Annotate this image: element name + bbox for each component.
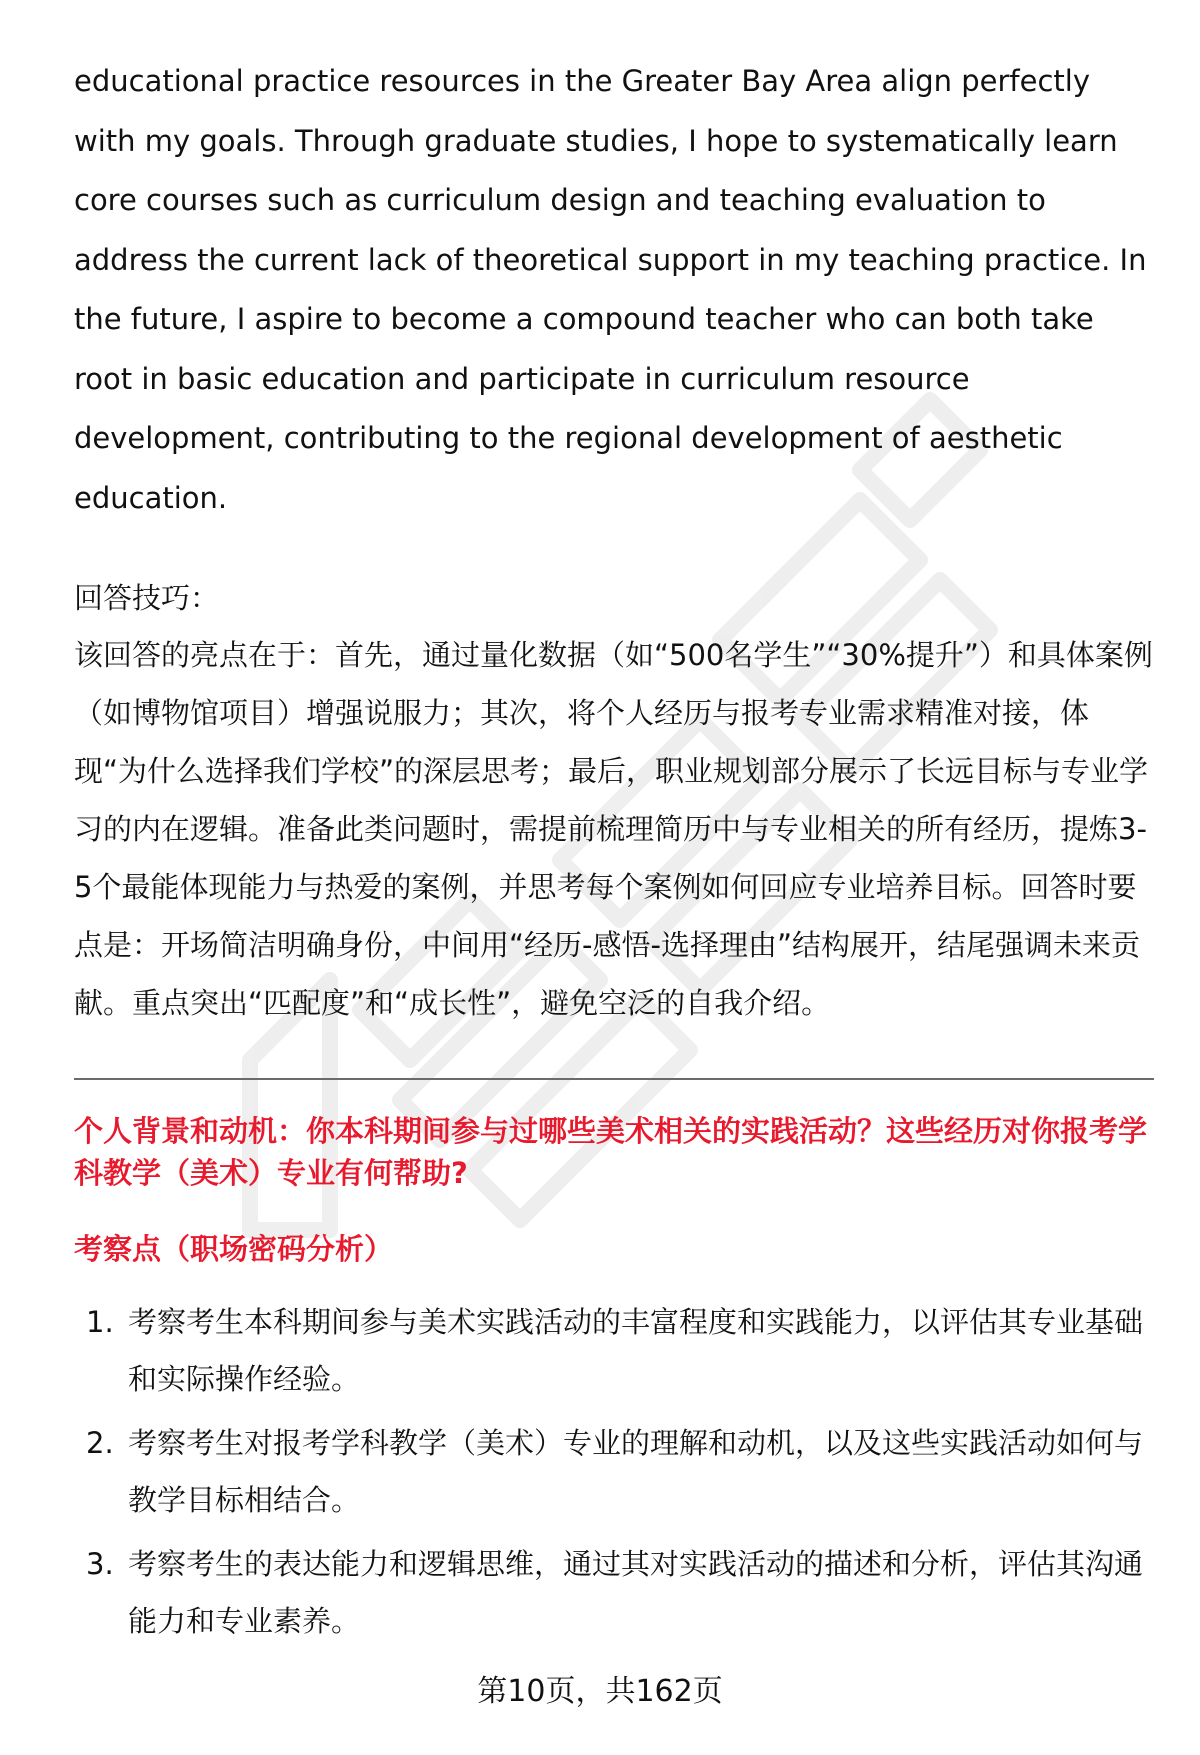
tips-label: 回答技巧： [74, 581, 220, 615]
section-divider [74, 1078, 1154, 1080]
list-item-text: 考察考生本科期间参与美术实践活动的丰富程度和实践能力，以评估其专业基础和实际操作经验。 [128, 1305, 1144, 1396]
list-item-text: 考察考生对报考学科教学（美术）专业的理解和动机，以及这些实践活动如何与教学目标相结合。 [128, 1426, 1144, 1517]
document-page [74, 52, 1154, 1657]
list-item-number: 2. [86, 1426, 114, 1460]
list-item-text: 考察考生的表达能力和逻辑思维，通过其对实践活动的描述和分析，评估其沟通能力和专业素养。 [128, 1547, 1144, 1638]
list-item-number: 3. [86, 1547, 114, 1581]
list-item [74, 1536, 1154, 1650]
list-item [74, 1415, 1154, 1529]
page-number-footer: 第10页，共162页 [477, 1674, 723, 1709]
intro-paragraph: educational practice resources in the Greater Bay Area align perfectly with my goals. Through graduate studies, I hope to systematically learn core courses such as curriculum design and teaching evaluation to address the current lack of theoretical support in my teaching practice. In the future, I aspire to become a compound teacher who can both take root in basic education and participate in curriculum resource development, contributing to the regional development of aesthetic education. [74, 64, 1147, 515]
assessment-points-list [74, 1294, 1154, 1650]
list-item [74, 1294, 1154, 1408]
tips-body: 该回答的亮点在于：首先，通过量化数据（如“500名学生”“30%提升”）和具体案例（如博物馆项目）增强说服力；其次，将个人经历与报考专业需求精准对接，体现“为什么选择我们学校”的深层思考；最后，职业规划部分展示了长远目标与专业学习的内在逻辑。准备此类问题时，需提前梳理简历中与专业相关的所有经历，提炼3-5个最能体现能力与热爱的案例，并思考每个案例如何回应专业培养目标。回答时要点是：开场简洁明确身份，中间用“经历-感悟-选择理由”结构展开，结尾强调未来贡献。重点突出“匹配度”和“成长性”，避免空泛的自我介绍。 [74, 638, 1153, 1020]
list-item-number: 1. [86, 1305, 114, 1339]
assessment-heading: 考察点（职场密码分析） [74, 1232, 394, 1266]
question-heading: 个人背景和动机：你本科期间参与过哪些美术相关的实践活动？这些经历对你报考学科教学（美术）专业有何帮助? [74, 1114, 1148, 1190]
